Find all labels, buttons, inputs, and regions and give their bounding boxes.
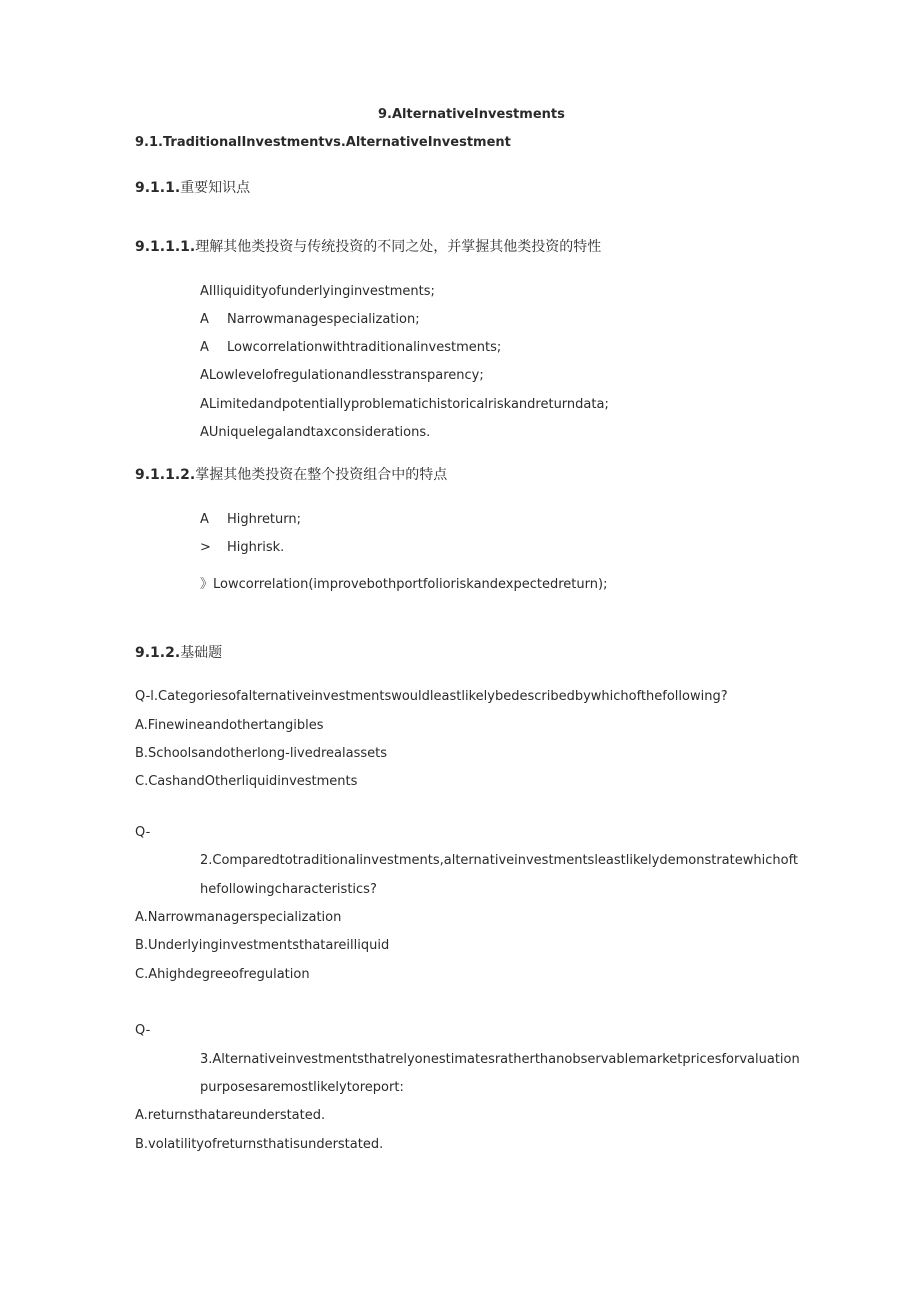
list-item: Highreturn; [227,512,302,527]
subsection-heading-key-points: 9.1.1.重要知识点 [135,180,251,196]
question-stem-continued: hefollowingcharacteristics? [200,882,377,897]
question-stem: Q-l.Categoriesofalternativeinvestmentswouldleastlikelybedescribedbywhichofthefollowing? [135,689,728,704]
list-item: AUniquelegalandtaxconsiderations. [200,425,431,440]
subsection-heading-portfolio: 9.1.1.2.掌握其他类投资在整个投资组合中的特点 [135,467,448,483]
list-marker: A [200,340,209,355]
question-prefix: Q- [135,825,151,840]
section-heading: 9.1.TraditionalInvestmentvs.AlternativeInvestment [135,135,511,150]
list-item: Lowcorrelationwithtraditionalinvestments; [227,340,502,355]
subsection-heading-characteristics: 9.1.1.1.理解其他类投资与传统投资的不同之处，并掌握其他类投资的特性 [135,239,602,255]
answer-option: C.Ahighdegreeofregulation [135,967,310,982]
answer-option: A.returnsthatareunderstated. [135,1108,326,1123]
list-item: AIlliquidityofunderlyinginvestments; [200,284,435,299]
answer-option: B.Underlyinginvestmentsthatareilliquid [135,938,390,953]
list-marker: > [200,540,211,555]
list-item: Narrowmanagespecialization; [227,312,420,327]
answer-option: B.Schoolsandotherlong-livedrealassets [135,746,388,761]
question-prefix: Q- [135,1023,151,1038]
answer-option: A.Finewineandothertangibles [135,718,324,733]
list-item: ALimitedandpotentiallyproblematichistoricalriskandreturndata; [200,397,609,412]
question-stem-continued: purposesaremostlikelytoreport: [200,1080,404,1095]
document-title: 9.AlternativeInvestments [378,107,565,122]
answer-option: A.Narrowmanagerspecialization [135,910,342,925]
list-item: 》Lowcorrelation(improvebothportfolioriskandexpectedreturn); [200,577,608,592]
list-marker: A [200,512,209,527]
question-stem: 3.Alternativeinvestmentsthatrelyonestimatesratherthanobservablemarketpricesforvaluation [200,1052,800,1067]
subsection-heading-basic-questions: 9.1.2.基础题 [135,645,223,661]
list-marker: A [200,312,209,327]
answer-option: C.CashandOtherliquidinvestments [135,774,358,789]
list-item: ALowlevelofregulationandlesstransparency; [200,368,484,383]
list-item: Highrisk. [227,540,285,555]
answer-option: B.volatilityofreturnsthatisunderstated. [135,1137,384,1152]
question-stem: 2.Comparedtotraditionalinvestments,alternativeinvestmentsleastlikelydemonstratewhichoft [200,853,799,868]
